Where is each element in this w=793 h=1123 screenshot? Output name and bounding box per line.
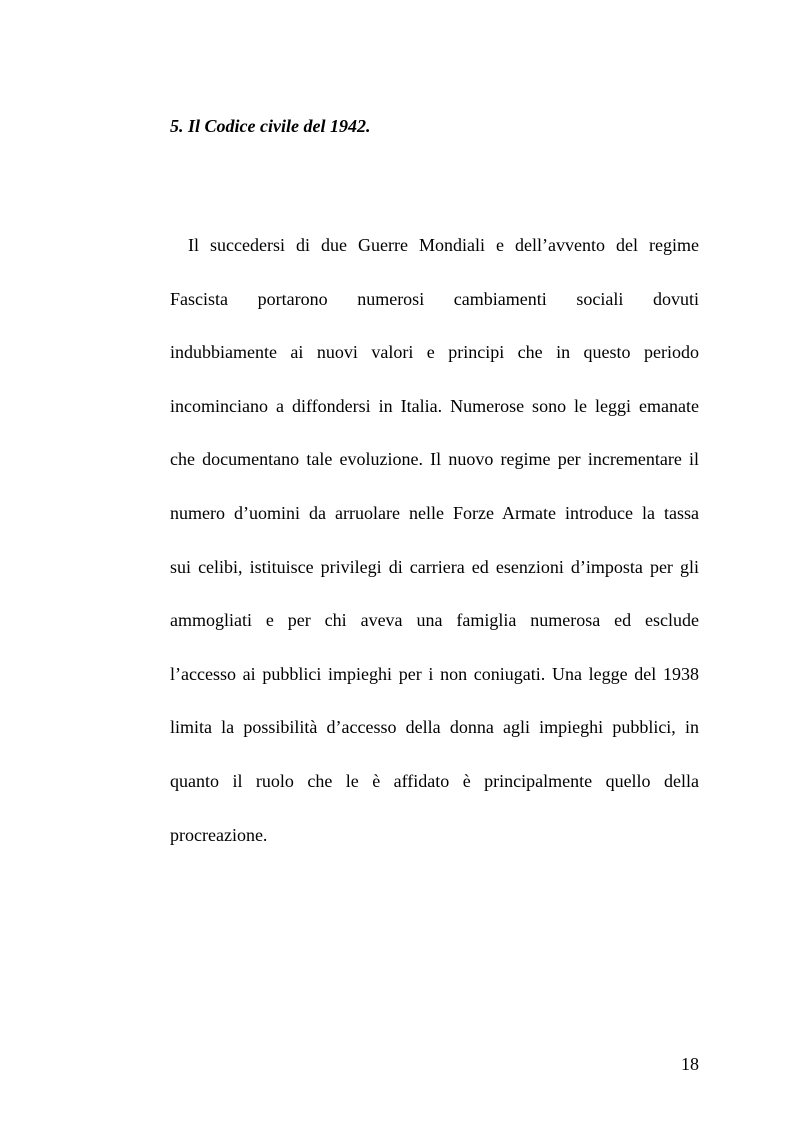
paragraph-line: sui celibi, istituisce privilegi di carriera ed esenzioni d’imposta per gli bbox=[170, 556, 699, 577]
paragraph-line: che documentano tale evoluzione. Il nuovo regime per incrementare il bbox=[170, 449, 699, 470]
paragraph-line: Il succedersi di due Guerre Mondiali e dell’avvento del regime bbox=[188, 235, 699, 255]
paragraph-line: ammogliati e per chi aveva una famiglia numerosa ed esclude bbox=[170, 610, 699, 631]
paragraph-line: indubbiamente ai nuovi valori e principi che in questo periodo bbox=[170, 342, 699, 363]
paragraph-line: procreazione. bbox=[170, 824, 268, 845]
paragraph-line: numero d’uomini da arruolare nelle Forze Armate introduce la tassa bbox=[170, 502, 699, 523]
paragraph-line: limita la possibilità d’accesso della donna agli impieghi pubblici, in bbox=[170, 717, 699, 738]
paragraph-line: Fascista portarono numerosi cambiamenti sociali dovuti bbox=[170, 288, 699, 309]
paragraph-line: l’accesso ai pubblici impieghi per i non coniugati. Una legge del 1938 bbox=[170, 663, 699, 684]
paragraph-line: quanto il ruolo che le è affidato è principalmente quello della bbox=[170, 770, 699, 791]
body-paragraph bbox=[170, 219, 699, 862]
paragraph-line: incominciano a diffondersi in Italia. Numerose sono le leggi emanate bbox=[170, 395, 699, 416]
section-heading: 5. Il Codice civile del 1942. bbox=[170, 116, 371, 136]
page-number: 18 bbox=[681, 1054, 699, 1074]
